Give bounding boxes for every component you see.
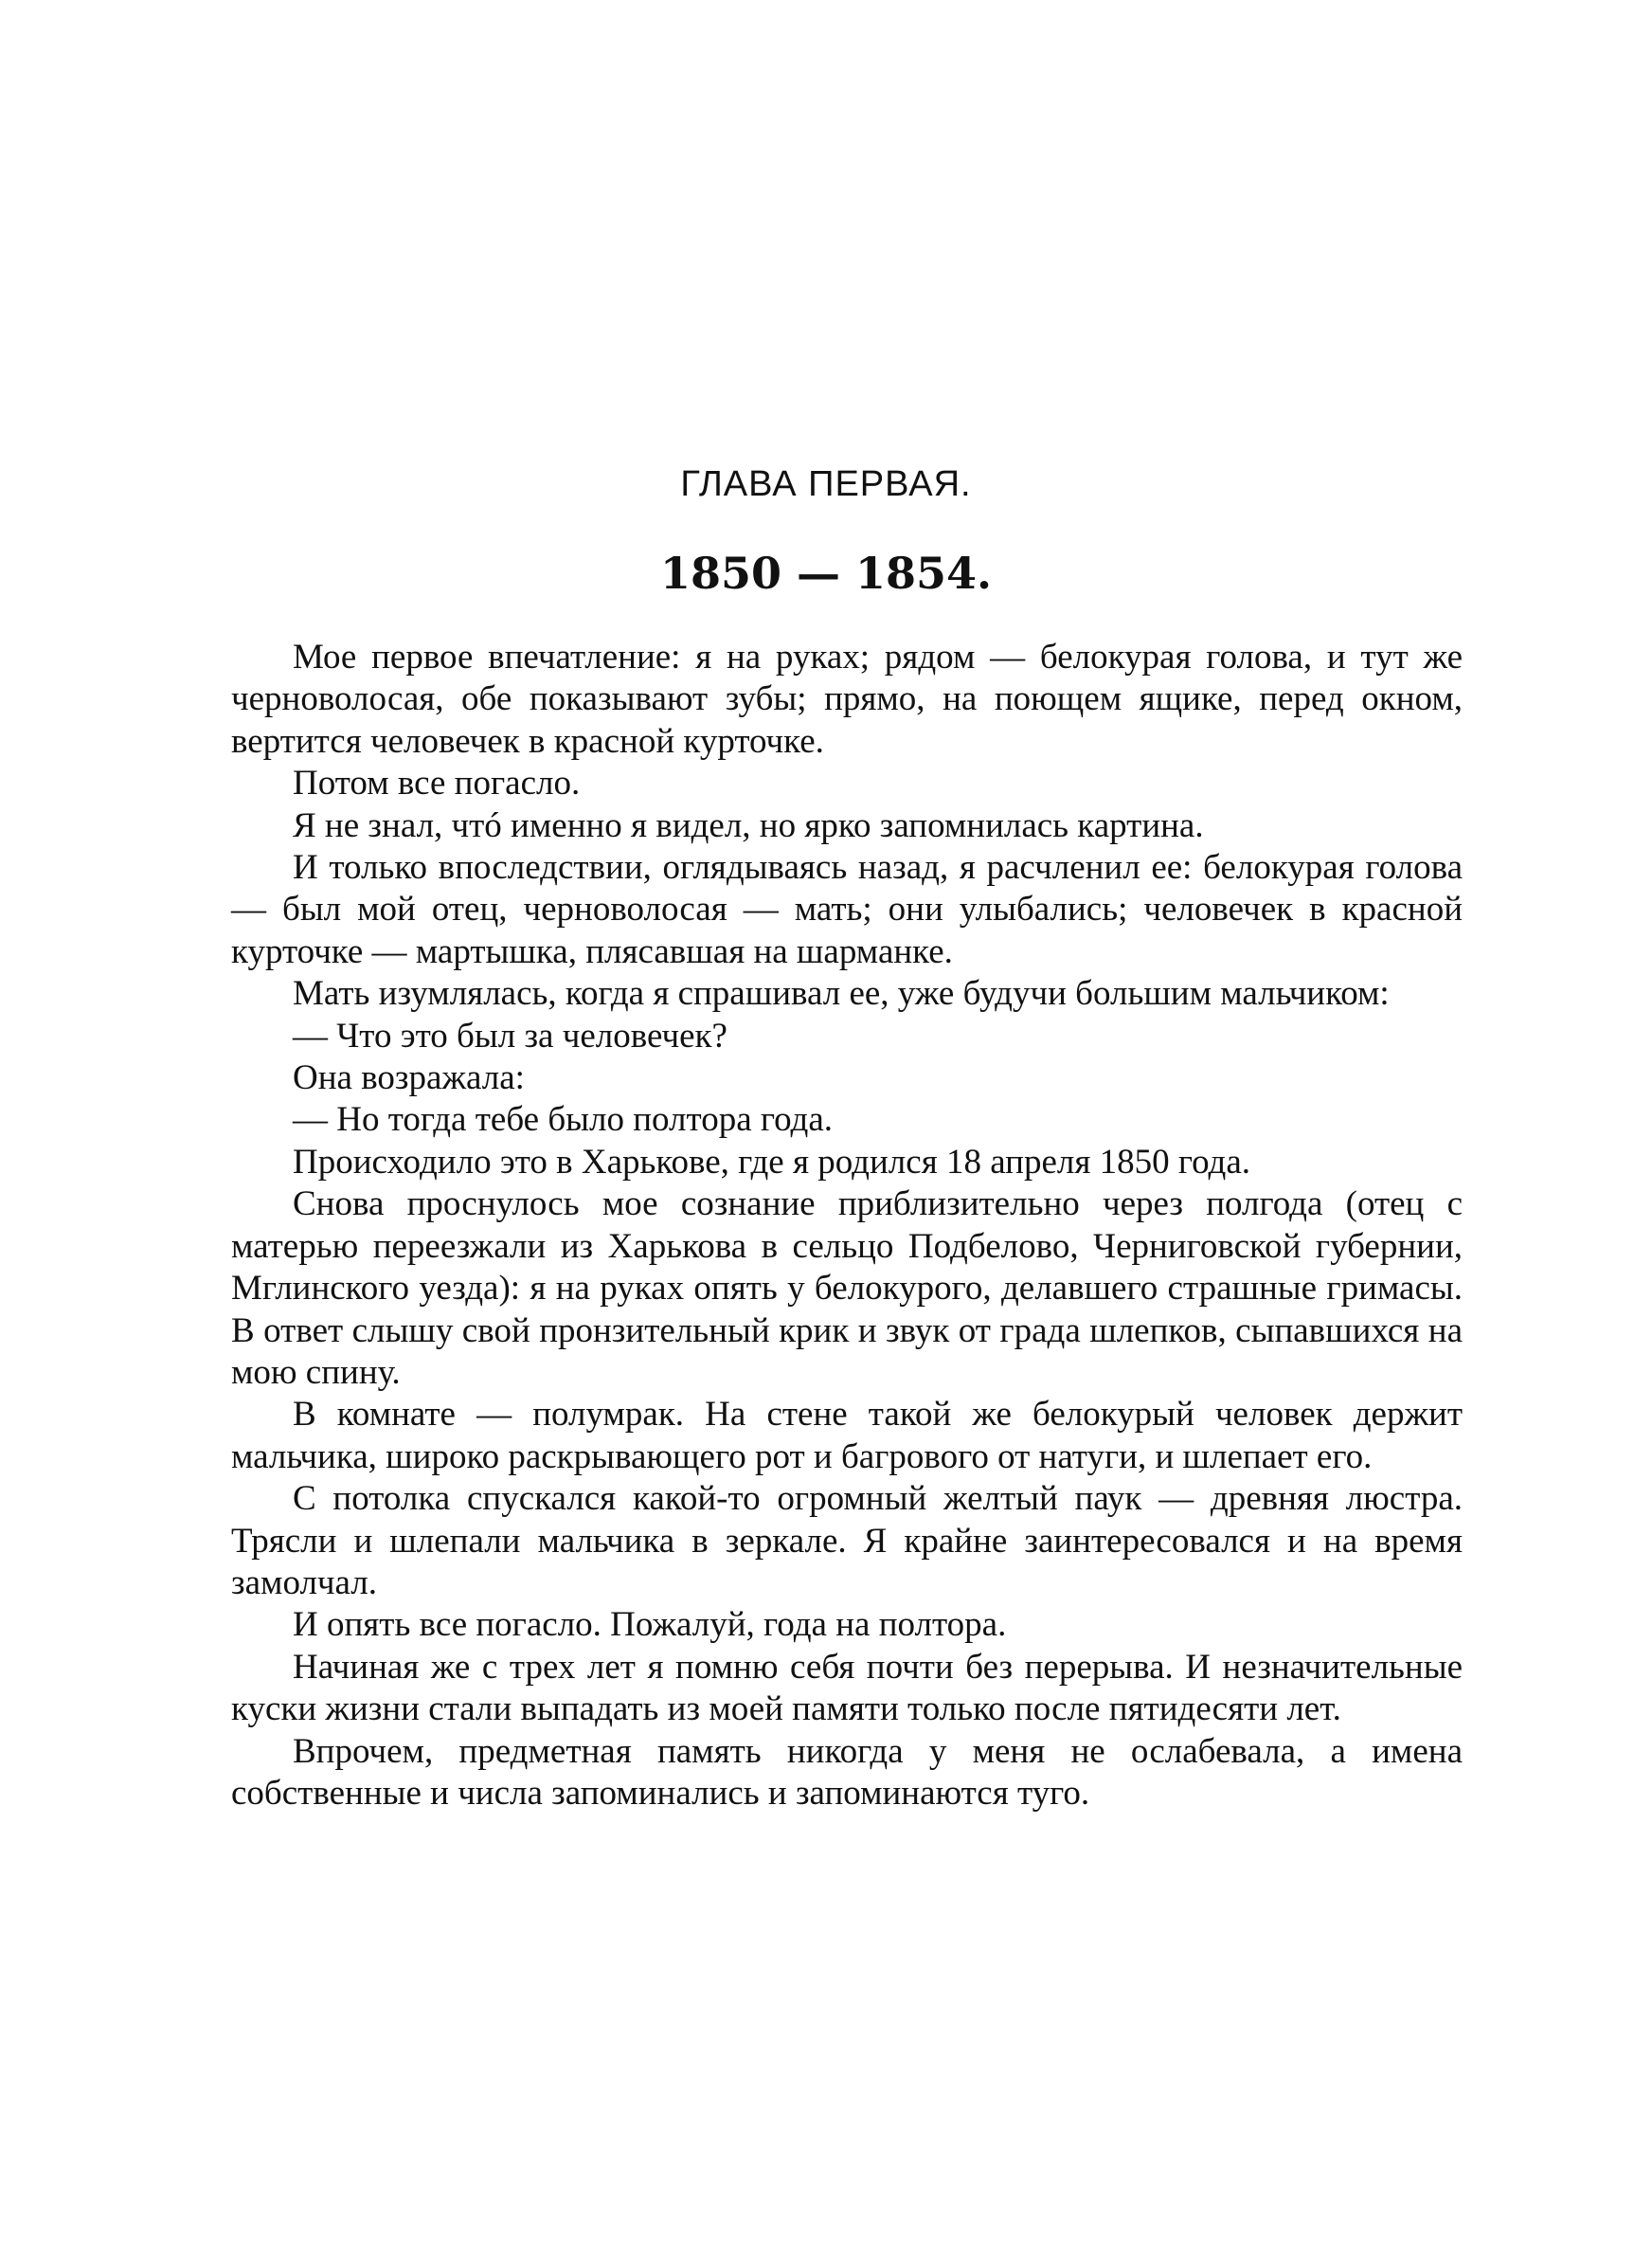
body-text — [231, 637, 1463, 1815]
paragraph-from-three-years: Начиная же с трех лет я помню себя почти без перерыва. И незначительные куски жизни стали выпадать из моей памяти только после пятидесяти лет. — [231, 1647, 1463, 1729]
paragraph-dim-room: В комнате — полумрак. На стене такой же белокурый человек держит мальчика, широко раскрывающего рот и багрового от натуги, и шлепает его. — [231, 1395, 1463, 1476]
paragraph-kharkov-birth: Происходило это в Харькове, где я родился 18 апреля 1850 года. — [293, 1142, 1251, 1182]
chapter-title: ГЛАВА ПЕРВАЯ. — [680, 464, 972, 504]
dialog-line-question: — Что это был за человечек? — [293, 1016, 727, 1056]
paragraph-she-objected: Она возражала: — [293, 1058, 525, 1098]
paragraph-did-not-know: Я не знал, чтó именно я видел, но ярко запомнилась картина. — [293, 805, 1204, 845]
chapter-years: 1850 — 1854. — [659, 548, 993, 599]
dialog-line-answer: — Но тогда тебе было полтора года. — [293, 1100, 834, 1140]
paragraph-later-understood: И только впоследствии, оглядываясь назад, я расчленил ее: белокурая голова — был мой отец, черноволосая — мать; они улыбались; человечек в красной курточке — мартышка, плясавшая на шарманке. — [231, 848, 1463, 971]
paragraph-awakened-again: Снова проснулось мое сознание приблизительно через полгода (отец с матерью переезжали из Харькова в сельцо Подбелово, Черниговской губернии, Мглинского уезда): я на руках опять у белокурого, делавшего страшные гримасы. В ответ слышу свой пронзительный крик и звук от града шлепков, сыпавшихся на мою спину. — [231, 1184, 1463, 1392]
paragraph-faded-again: И опять все погасло. Пожалуй, года на полтора. — [293, 1605, 1007, 1645]
paragraph-mother-amazed: Мать изумлялась, когда я спрашивал ее, уже будучи большим мальчиком: — [293, 974, 1390, 1014]
paragraph-all-faded: Потом все погасло. — [293, 764, 581, 803]
paragraph-object-memory: Впрочем, предметная память никогда у меня не ослабевала, а имена собственные и числа запоминались и запоминаются туго. — [231, 1731, 1463, 1813]
paragraph-chandelier: С потолка спускался какой-то огромный желтый паук — древняя люстра. Трясли и шлепали мальчика в зеркале. Я крайне заинтересовался и на время замолчал. — [231, 1479, 1463, 1602]
paragraph-first-impression: Мое первое впечатление: я на руках; рядом — белокурая голова, и тут же черноволосая, обе показывают зубы; прямо, на поющем ящике, перед окном, вертится человечек в красной курточке. — [231, 638, 1463, 761]
